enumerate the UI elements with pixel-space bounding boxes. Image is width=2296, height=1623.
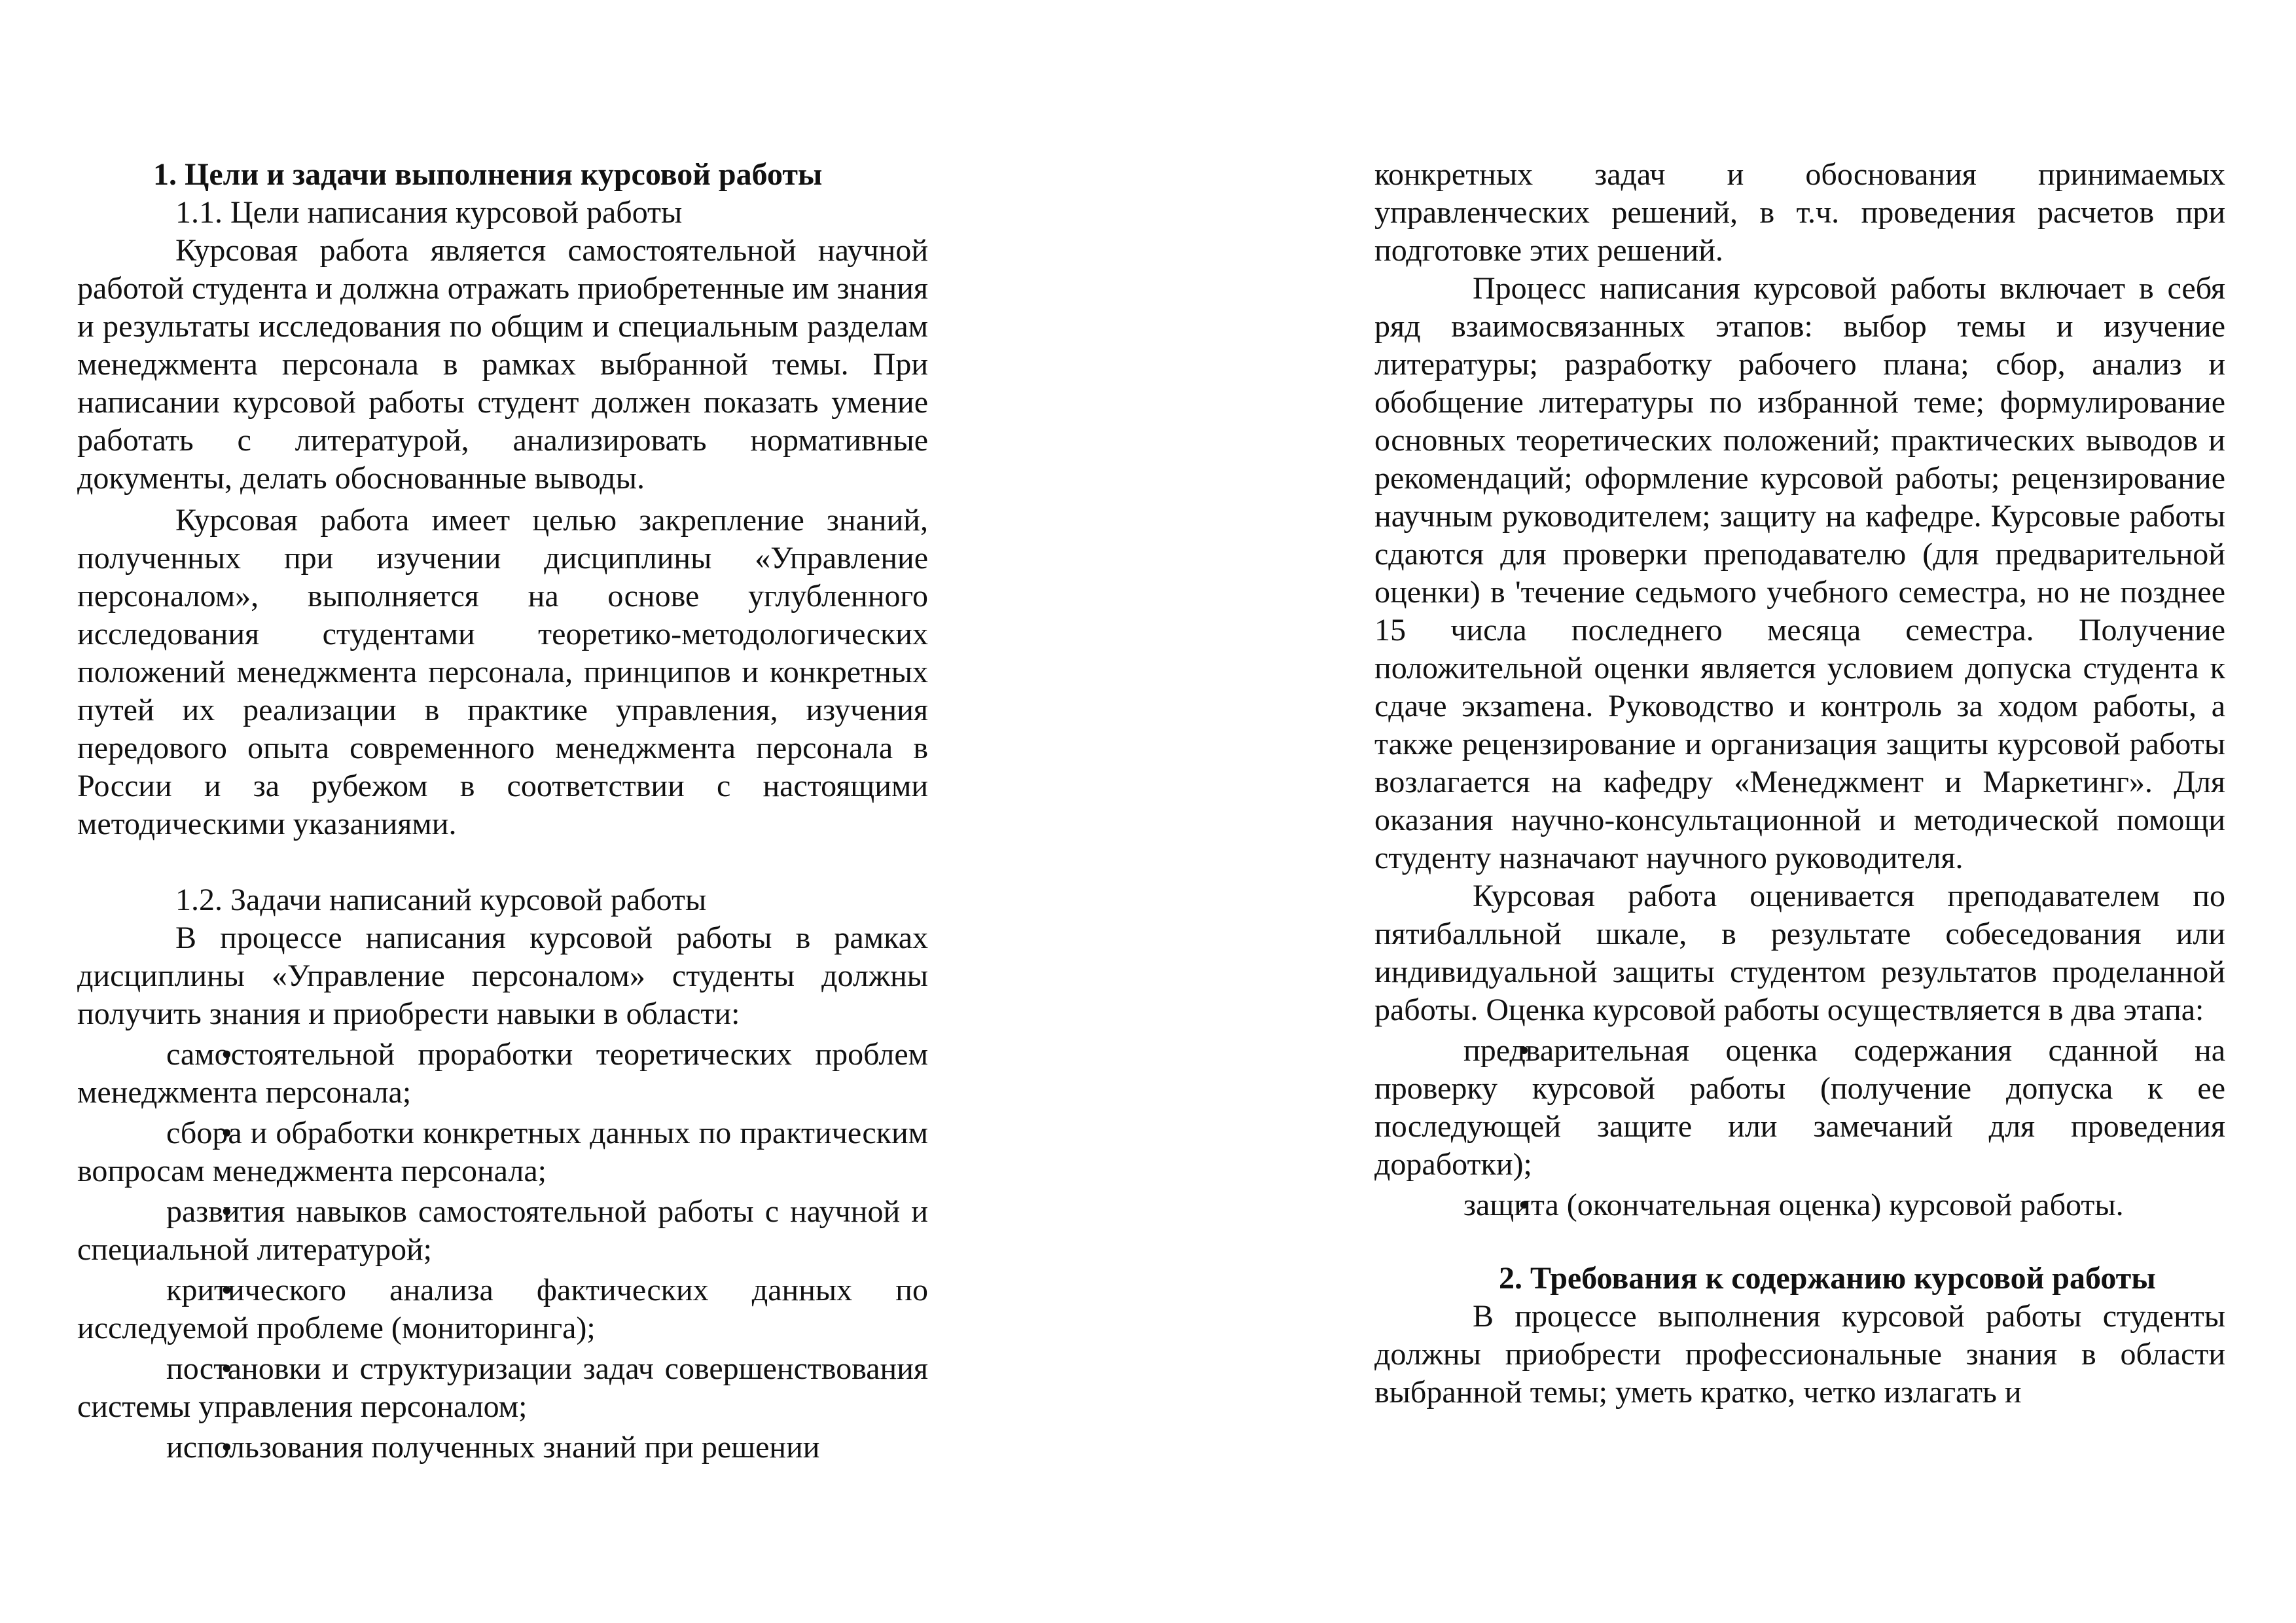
list-item: предварительная оценка содержания сданной на проверку курсовой работы (получение допуска к ее последующей защите или замечаний для проведения доработки); <box>1374 1033 2225 1182</box>
tasks-paragraph: В процессе написания курсовой работы в рамках дисциплины «Управление персоналом» студенты должны получить знания и приобрести навыки в области: <box>77 921 928 1031</box>
list-item: критического анализа фактических данных по исследуемой проблеме (мониторинга); <box>77 1273 928 1345</box>
right-page-column <box>1374 156 2225 1412</box>
list-item: защита (окончательная оценка) курсовой работы. <box>1463 1188 2124 1222</box>
continuation-paragraph: конкретных задач и обоснования принимаемых управленческих решений, в т.ч. проведения расчетов при подготовке этих решений. <box>1374 157 2225 268</box>
goals-paragraph-1: Курсовая работа является самостоятельной научной работой студента и должна отражать приобретенные им знания и результаты исследования по общим и специальным разделам менеджмента персонала в рамках выбранной темы. При написании курсовой работы студент должен показать умение работать с литературой, анализировать нормативные документы, делать обоснованные выводы. <box>77 233 928 496</box>
tasks-bullet-list <box>77 1036 928 1467</box>
subsection-1-1-heading: 1.1. Цели написания курсовой работы <box>175 195 683 230</box>
list-item: самостоятельной проработки теоретических проблем менеджмента персонала; <box>77 1037 928 1110</box>
left-page-column <box>77 156 928 1467</box>
section-2-heading: 2. Требования к содержанию курсовой работы <box>1499 1261 2156 1296</box>
evaluation-bullet-list <box>1374 1032 2225 1224</box>
list-item: использования полученных знаний при решении <box>166 1430 820 1465</box>
section-1-heading: 1. Цели и задачи выполнения курсовой работы <box>153 157 823 192</box>
process-paragraph: Процесс написания курсовой работы включает в себя ряд взаимосвязанных этапов: выбор темы и изучение литературы; разработку рабочего плана; сбор, анализ и обобщение литературы по избранной теме; формулирование основных теоретических положений; практических выводов и рекомендаций; оформление курсовой работы; рецензирование научным руководителем; защиту на кафедре. Курсовые работы сдаются для проверки преподавателю (для предварительной оценки) в 'течение седьмого учебного семестра, но не позднее 15 числа последнего месяца семестра. Получение положительной оценки является условием допуска студента к сдаче экзаmена. Руководство и контроль за ходом работы, а также рецензирование и организация защиты курсовой работы возлагается на кафедру «Менеджмент и Маркетинг». Для оказания научно-консультационной и методической помощи студенту назначают научного руководителя. <box>1374 271 2225 875</box>
list-item: сбора и обработки конкретных данных по практическим вопросам менеджмента персонала; <box>77 1116 928 1188</box>
goals-paragraph-2: Курсовая работа имеет целью закрепление знаний, полученных при изучении дисциплины «Управление персоналом», выполняется на основе углубленного исследования студентами теоретико-методологических положений менеджмента персонала, принципов и конкретных путей их реализации в практике управления, изучения передового опыта современного менеджмента персонала в России и за рубежом в соответствии с настоящими методическими указаниями. <box>77 503 928 841</box>
requirements-paragraph: В процессе выполнения курсовой работы студенты должны приобрести профессиональные знания в области выбранной темы; уметь кратко, четко излагать и <box>1374 1299 2225 1410</box>
evaluation-paragraph: Курсовая работа оценивается преподавателем по пятибалльной шкале, в результате собеседования или индивидуальной защиты студентом результатов проделанной работы. Оценка курсовой работы осуществляется в два этапа: <box>1374 879 2225 1027</box>
subsection-1-2-heading: 1.2. Задачи написаний курсовой работы <box>175 883 707 917</box>
list-item: развития навыков самостоятельной работы с научной и специальной литературой; <box>77 1194 928 1267</box>
list-item: постановки и структуризации задач совершенствования системы управления персоналом; <box>77 1351 928 1424</box>
